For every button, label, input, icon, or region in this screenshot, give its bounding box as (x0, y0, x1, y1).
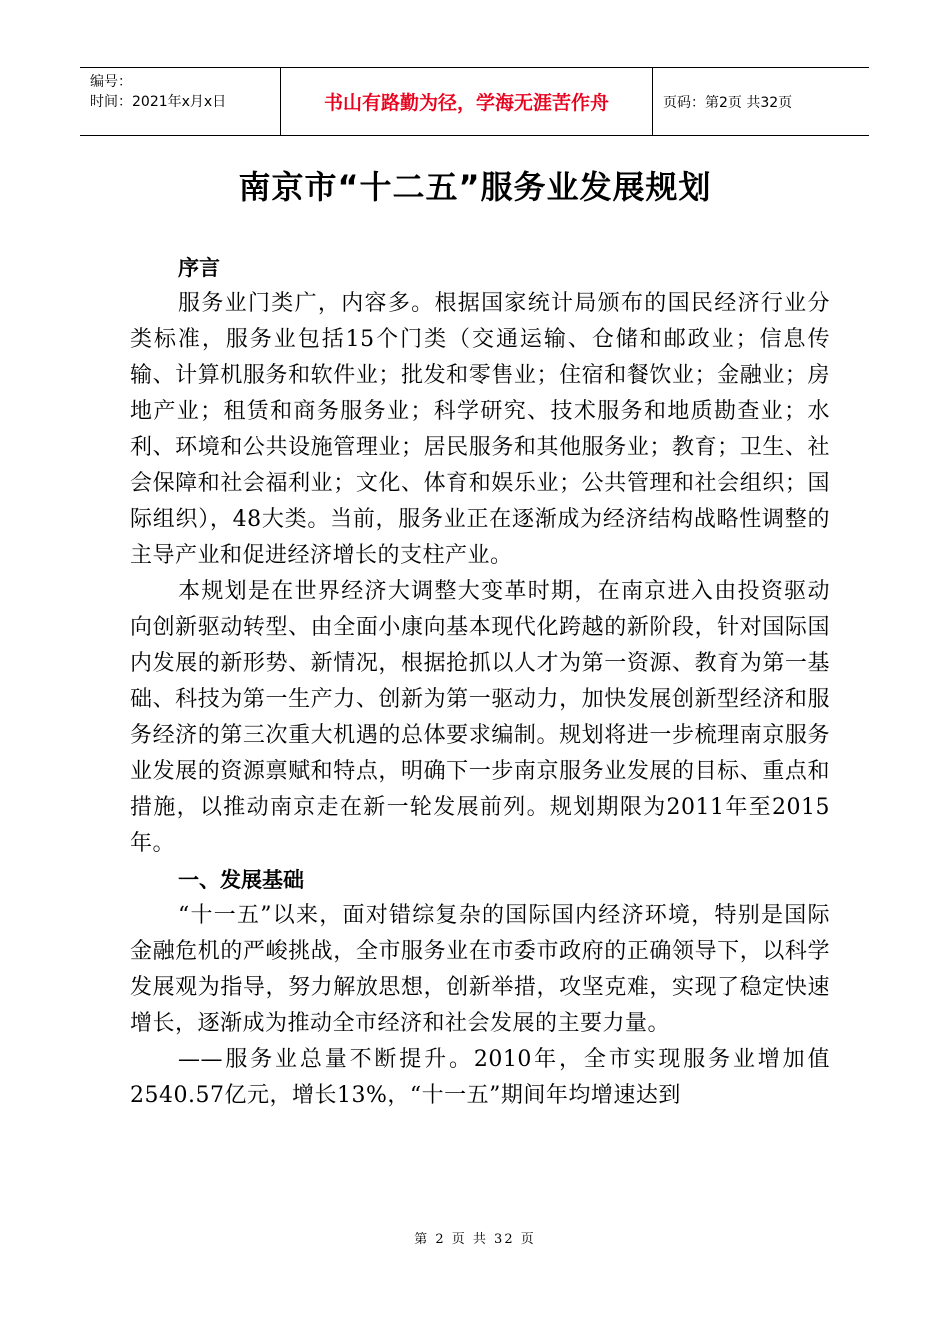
preface-paragraph-2: 本规划是在世界经济大调整大变革时期，在南京进入由投资驱动向创新驱动转型、由全面小康向基本现代化跨越的新阶段，针对国际国内发展的新形势、新情况，根据抢抓以人才为第一资源、教育为第一基础、科技为第一生产力、创新为第一驱动力，加快发展创新型经济和服务经济的第三次重大机遇的总体要求编制。规划将进一步梳理南京服务业发展的资源禀赋和特点，明确下一步南京服务业发展的目标、重点和措施，以推动南京走在新一轮发展前列。规划期限为2011年至2015年。 (130, 579, 830, 856)
header-meta (80, 68, 281, 135)
number-label: 编号： (90, 74, 132, 90)
page-footer: 第 2 页 共 32 页 (414, 1232, 536, 1247)
header-page-info: 页码：第2页 共32页 (663, 94, 793, 111)
document-title: 南京市“十二五”服务业发展规划 (238, 168, 712, 206)
basis-heading: 一、发展基础 (178, 868, 304, 892)
time-label: 时间：2021年x月x日 (90, 94, 227, 110)
basis-paragraph-2: ——服务业总量不断提升。2010年，全市实现服务业增加值2540.57亿元，增长13%，“十一五”期间年均增速达到 (130, 1047, 830, 1108)
document-body (130, 250, 830, 1114)
header-motto: 书山有路勤为径，学海无涯苦作舟 (281, 68, 653, 135)
preface-paragraph-1: 服务业门类广，内容多。根据国家统计局颁布的国民经济行业分类标准，服务业包括15个门类（交通运输、仓储和邮政业；信息传输、计算机服务和软件业；批发和零售业；住宿和餐饮业；金融业；房地产业；租赁和商务服务业；科学研究、技术服务和地质勘查业；水利、环境和公共设施管理业；居民服务和其他服务业；教育；卫生、社会保障和社会福利业；文化、体育和娱乐业；公共管理和社会组织；国际组织），48大类。当前，服务业正在逐渐成为经济结构战略性调整的主导产业和促进经济增长的支柱产业。 (130, 291, 830, 568)
basis-paragraph-1: “十一五”以来，面对错综复杂的国际国内经济环境，特别是国际金融危机的严峻挑战，全市服务业在市委市政府的正确领导下，以科学发展观为指导，努力解放思想，创新举措，攻坚克难，实现了稳定快速增长，逐渐成为推动全市经济和社会发展的主要力量。 (130, 903, 830, 1036)
preface-heading: 序言 (178, 256, 220, 280)
document-header (80, 67, 869, 136)
